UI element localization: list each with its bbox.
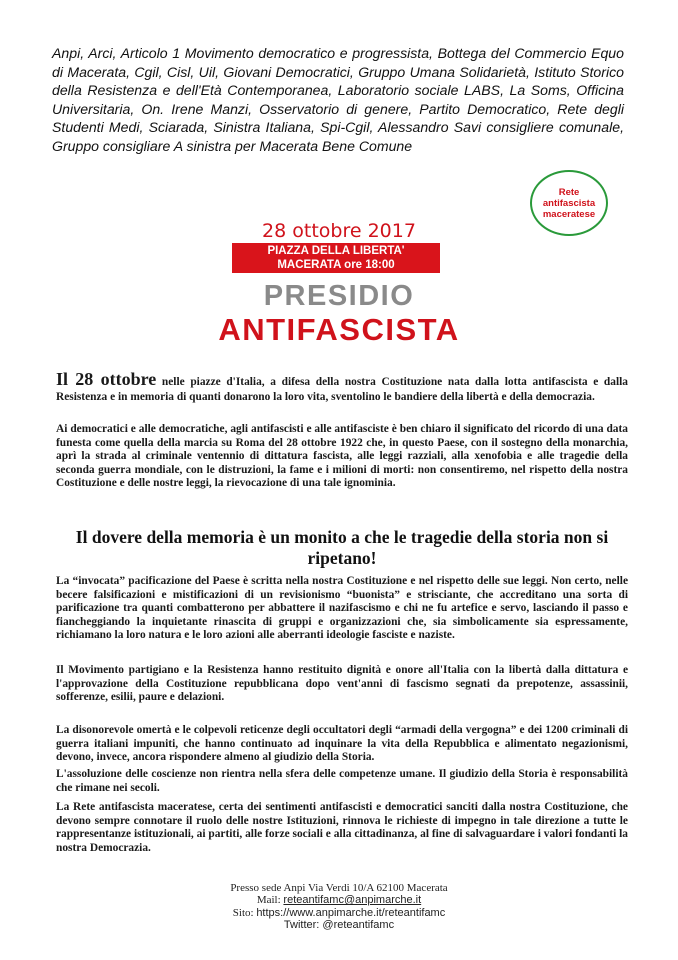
paragraph-armadi-vergogna: La disonorevole omertà e le colpevoli reticenze degli occultatori degli “armadi della vergogna” e dei 1200 criminali di guerra italiani impuniti, che hanno continuato ad inquinare la vita della Repubblica e alimentato negazionismi, devono, invece, ancora rispondere almeno al giudizio della Storia. — [56, 724, 628, 764]
site-label: Sito: — [232, 906, 257, 919]
mail-label: Mail: — [256, 894, 284, 907]
event-location-banner — [232, 243, 440, 273]
title-presidio: PRESIDIO — [263, 280, 415, 312]
paragraph-pacificazione: La “invocata” pacificazione del Paese è scritta nella nostra Costituzione e nel rispetto delle sue leggi. Non certo, nelle becere falsificazioni e mistificazioni di un revisionismo “buonista” e strisciante, che accreditano una sorta di parificazione tra quanti combatterono per abbattere il nazifascismo e chi ne fu artefice e servo, lasciando il passo e fiancheggiando la inquietante rinascita di gruppi e organizzazioni che, sia simbolicamente sia espressamente, richiamano la loro natura e le loro azioni alle aberranti ideologie fasciste e naziste. — [56, 575, 628, 642]
event-place: PIAZZA DELLA LIBERTA' — [267, 245, 405, 257]
sponsors-list: Anpi, Arci, Articolo 1 Movimento democratico e progressista, Bottega del Commercio Equo di Macerata, Cgil, Cisl, Uil, Giovani Democratici, Gruppo Umana Solidarietà, Istituto Storico della Resistenza e dell'Età Contemporanea, Laboratorio sociale LABS, La Soms, Officina Universitaria, On. Irene Manzi, Osservatorio di genere, Partito Democratico, Rete degli Studenti Medi, Sciarada, Sinistra Italiana, Spi-Cgil, Alessandro Savi consigliere comunale, Gruppo consigliare A sinistra per Macerata Bene Comune — [52, 45, 624, 154]
title-antifascista: ANTIFASCISTA — [218, 312, 460, 347]
logo-line: maceratese — [542, 208, 596, 220]
paragraph-rete-antifascista: La Rete antifascista maceratese, certa dei sentimenti antifascisti e democratici sanciti dalla nostra Costituzione, che devono sempre connotare il ruolo delle nostre Istituzioni, rinnova le richieste di impegno in tale direzione a tutte le rappresentanze istituzionali, ai partiti, alle forze sociali e alla cittadinanza, al fine di salvaguardare i valori fondanti la nostra Democrazia. — [56, 801, 628, 854]
contact-site-row — [0, 907, 678, 919]
event-date: 28 ottobre 2017 — [262, 220, 416, 242]
logo-line: Rete — [558, 186, 580, 198]
mail-link[interactable]: reteantifamc@anpimarche.it — [283, 894, 422, 907]
intro-lead: Il 28 ottobre — [56, 369, 157, 389]
site-link[interactable]: https://www.anpimarche.it/reteantifamc — [256, 906, 446, 919]
contact-address: Presso sede Anpi Via Verdi 10/A 62100 Macerata — [230, 882, 448, 894]
event-city-time: MACERATA ore 18:00 — [277, 259, 395, 271]
memory-motto: Il dovere della memoria è un monito a che le tragedie della storia non si ripetano! — [75, 527, 609, 568]
intro-text: nelle piazze d'Italia, a difesa della nostra Costituzione nata dalla lotta antifascista e dalla Resistenza e in memoria di quanti donarono la loro vita, sventolino le bandiere della libertà e della democrazia. — [56, 376, 628, 403]
contact-mail-row — [0, 894, 678, 906]
paragraph-intro — [56, 369, 628, 405]
paragraph-resistenza: Il Movimento partigiano e la Resistenza hanno restituito dignità e onore all'Italia con la libertà dalla dittatura e l'approvazione della Costituzione repubblicana dopo vent'anni di fascismo segnati da prepotenze, assassinii, sofferenze, esilii, paure e delazioni. — [56, 664, 628, 704]
logo-line: antifascista — [542, 197, 596, 209]
contact-footer — [0, 882, 678, 932]
paragraph-giudizio-storia: L'assoluzione delle coscienze non rientra nella sfera delle competenze umane. Il giudizio della Storia è responsabilità che rimane nei secoli. — [56, 768, 628, 794]
paragraph-marcia-su-roma: Ai democratici e alle democratiche, agli antifascisti e alle antifasciste è ben chiaro il significato del ricordo di una data funesta come quella della marcia su Roma del 28 ottobre 1922 che, in questo Paese, con il sostegno della monarchia, aprì la strada al criminale ventennio di dittatura fascista, alle leggi razziali, alla xenofobia e alle tragedie della seconda guerra mondiale, con le distruzioni, la fame e i milioni di morti: non consentiremo, nel rispetto della nostra Costituzione e delle nostre leggi, la rievocazione di una tale ignominia. — [56, 423, 628, 490]
contact-twitter[interactable]: Twitter: @reteantifamc — [283, 919, 395, 932]
